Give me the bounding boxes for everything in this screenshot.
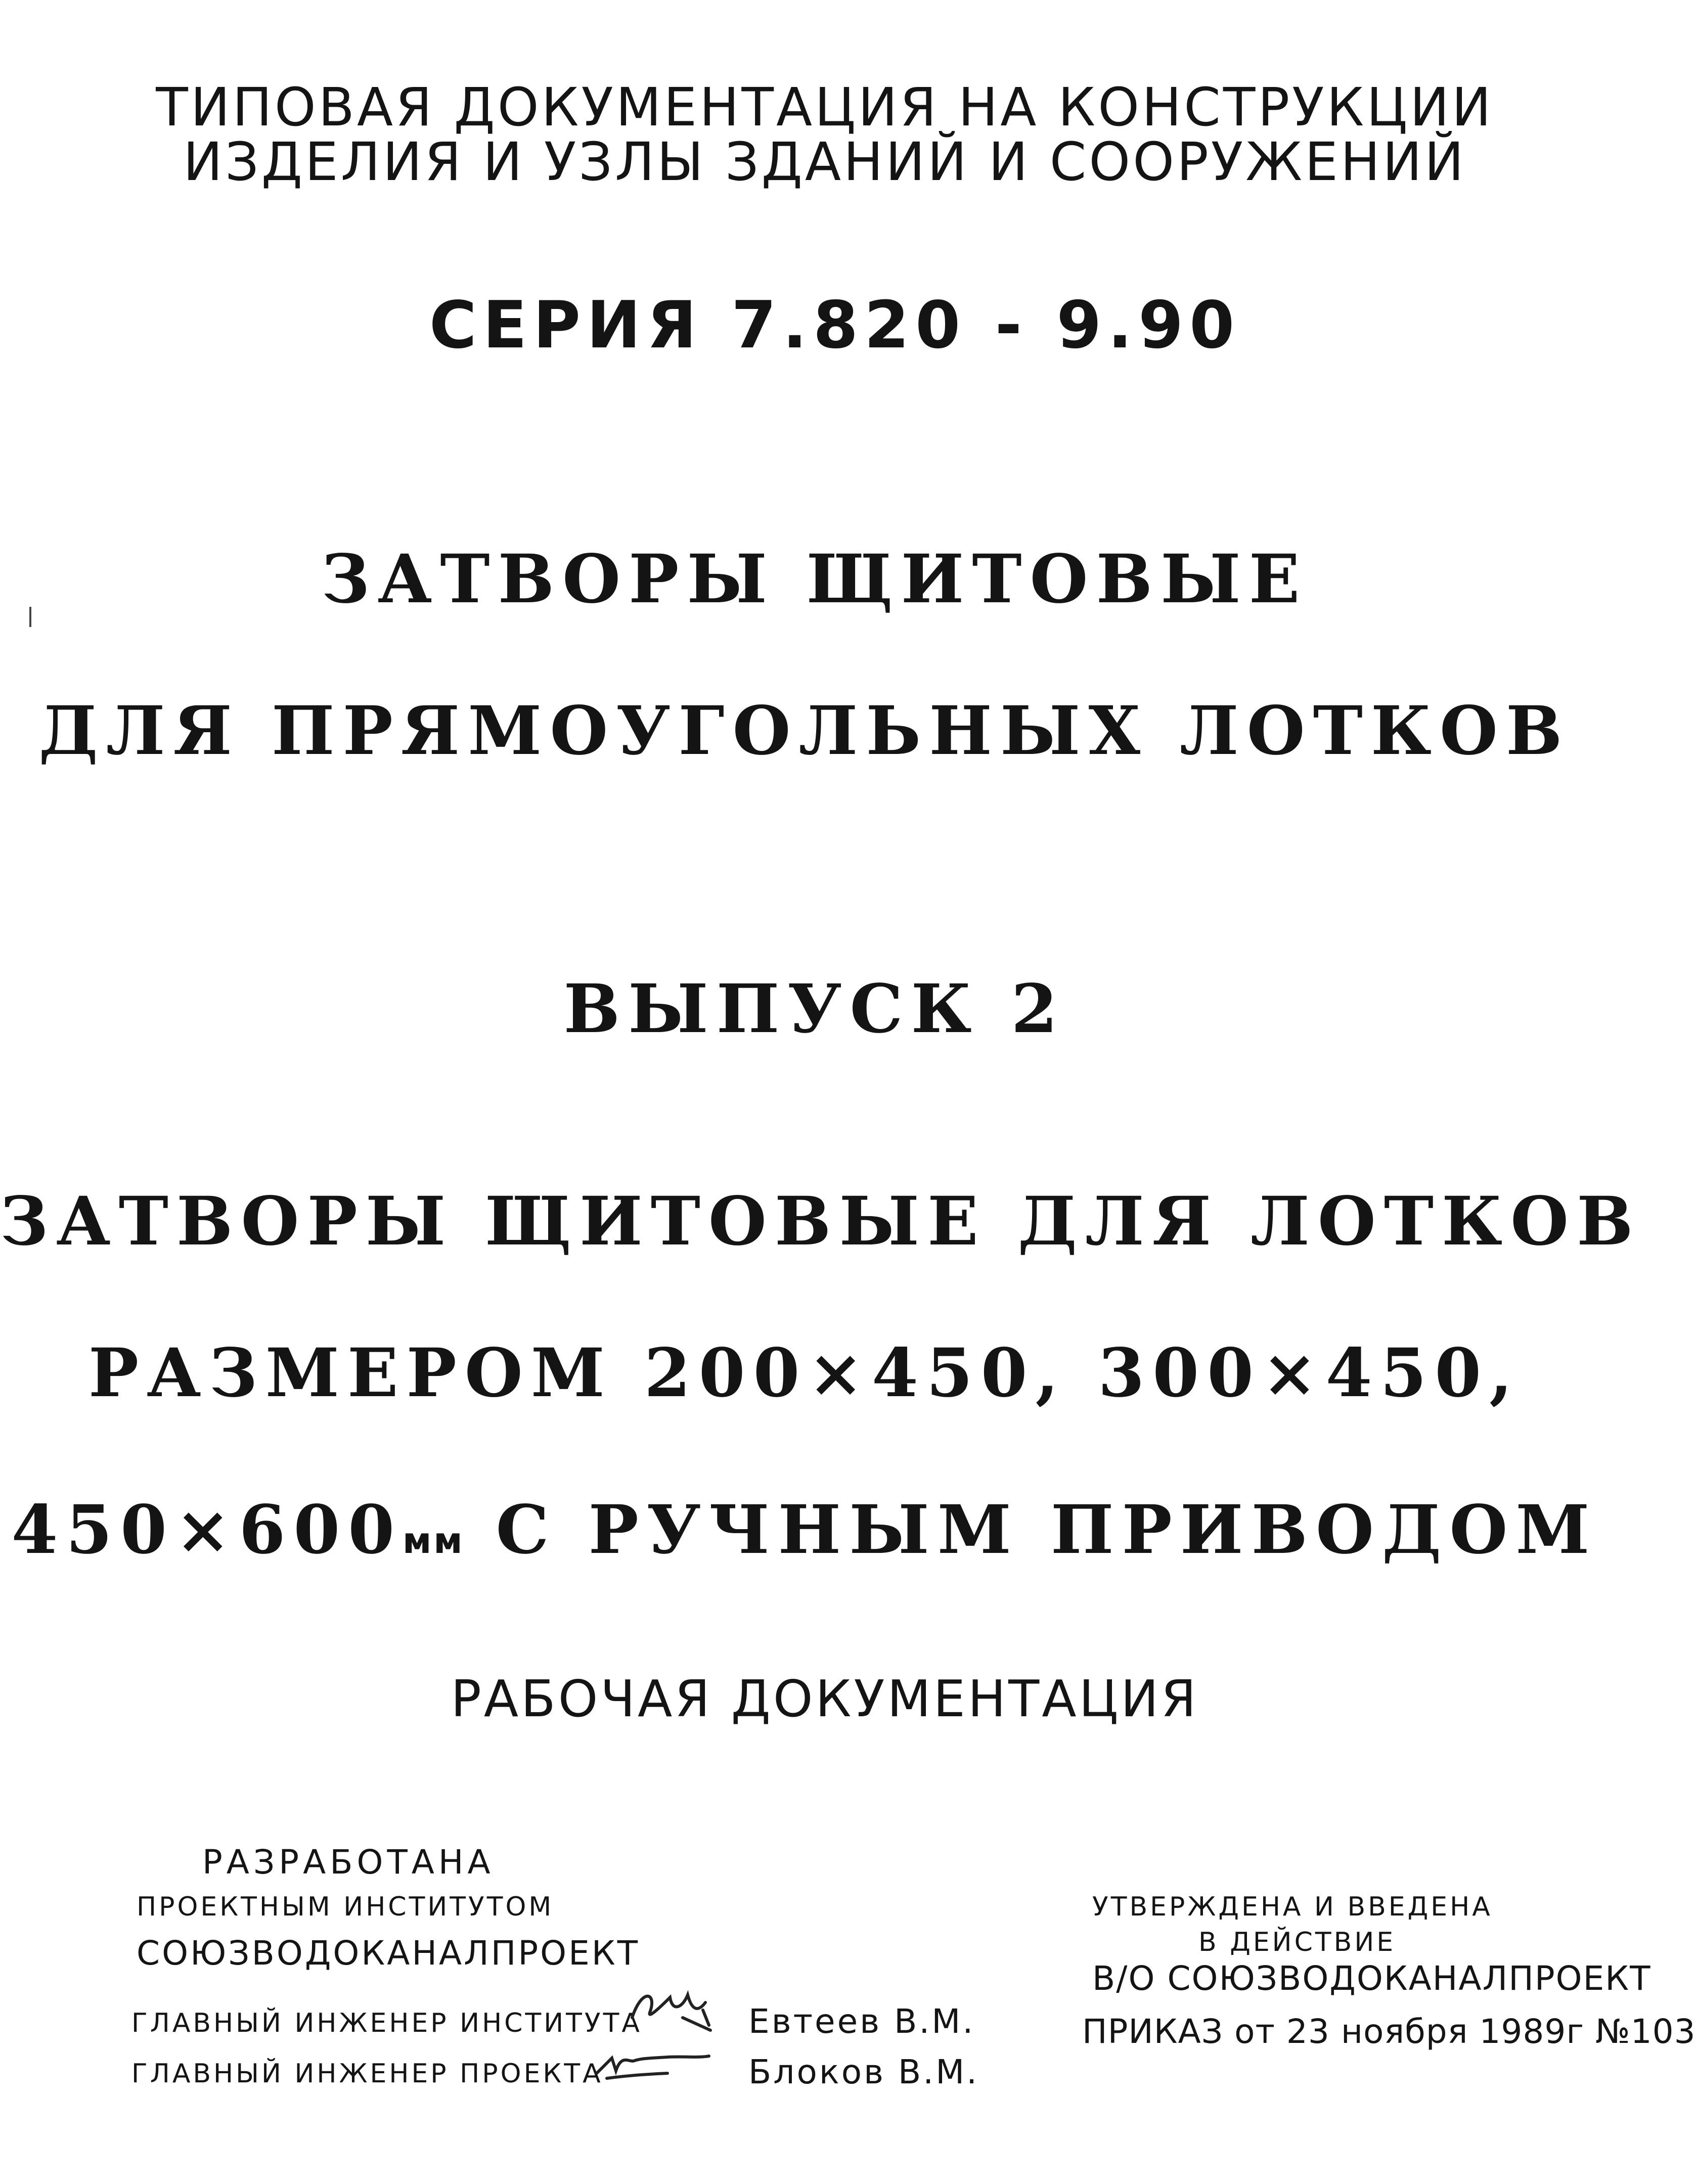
signatory-name-1: Евтеев В.М.: [748, 2002, 975, 2041]
subtitle-size: 450×600: [11, 1491, 403, 1569]
approval-organization: В/О СОЮЗВОДОКАНАЛПРОЕКТ: [1092, 1959, 1652, 1998]
header-line-2: ИЗДЕЛИЯ И УЗЛЫ ЗДАНИЙ И СООРУЖЕНИЙ: [183, 131, 1466, 193]
subtitle-rest: С РУЧНЫМ ПРИВОДОМ: [496, 1491, 1598, 1569]
subtitle-line-3: [0, 1491, 1609, 1569]
signature-1-image: [622, 1982, 718, 2038]
title-line-2: ДЛЯ ПРЯМОУГОЛЬНЫХ ЛОТКОВ: [38, 692, 1571, 770]
signatory-role-2: ГЛАВНЫЙ ИНЖЕНЕР ПРОЕКТА: [131, 2059, 603, 2089]
header-line-1: ТИПОВАЯ ДОКУМЕНТАЦИЯ НА КОНСТРУКЦИИ: [156, 76, 1494, 138]
title-line-1: ЗАТВОРЫ ЩИТОВЫЕ: [321, 540, 1308, 618]
document-type: РАБОЧАЯ ДОКУМЕНТАЦИЯ: [451, 1669, 1199, 1728]
series-number: СЕРИЯ 7.820 - 9.90: [429, 288, 1241, 363]
subtitle-line-2: РАЗМЕРОМ 200×450, 300×450,: [88, 1334, 1521, 1412]
developer-line: ПРОЕКТНЫМ ИНСТИТУТОМ: [137, 1892, 554, 1922]
approval-line-2: В ДЕЙСТВИЕ: [1198, 1927, 1396, 1957]
developer-organization: СОЮЗВОДОКАНАЛПРОЕКТ: [137, 1934, 640, 1973]
signature-2-image: [592, 2043, 713, 2083]
developer-heading: РАЗРАБОТАНА: [202, 1843, 495, 1882]
issue-number: ВЫПУСК 2: [563, 970, 1066, 1048]
signatory-name-2: Блоков В.М.: [748, 2053, 979, 2091]
approval-line-1: УТВЕРЖДЕНА И ВВЕДЕНА: [1092, 1892, 1493, 1922]
signatory-role-1: ГЛАВНЫЙ ИНЖЕНЕР ИНСТИТУТА: [131, 2008, 642, 2038]
approval-order: ПРИКАЗ от 23 ноября 1989г №103: [1082, 2012, 1696, 2051]
subtitle-unit: мм: [403, 1520, 465, 1562]
subtitle-line-1: ЗАТВОРЫ ЩИТОВЫЕ ДЛЯ ЛОТКОВ: [0, 1182, 1641, 1261]
